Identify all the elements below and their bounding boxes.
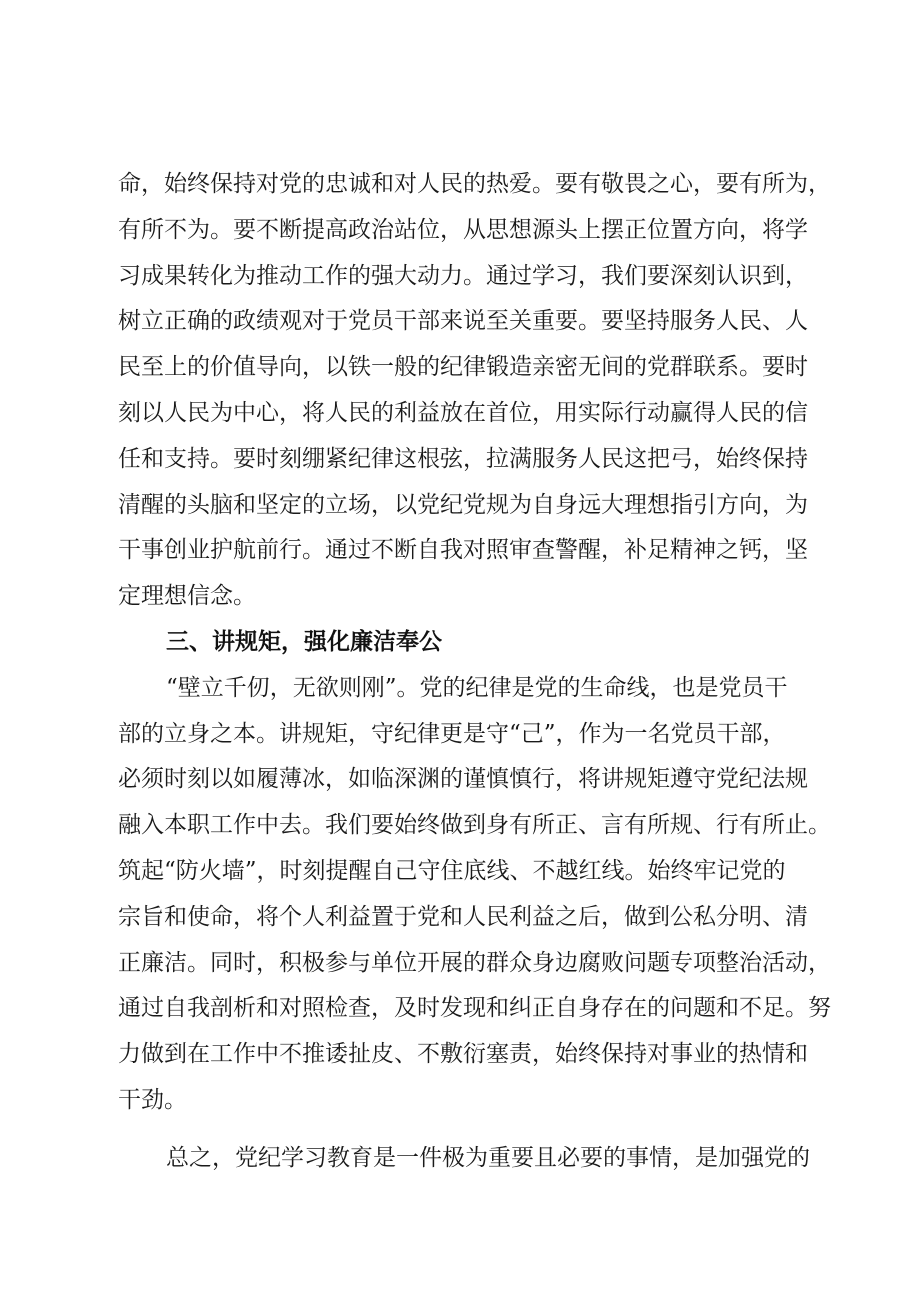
paragraph-line: 宗旨和使命，将个人利益置于党和人民利益之后，做到公私分明、清 — [118, 903, 808, 930]
paragraph-line: 民至上的价值导向，以铁一般的纪律锻造亲密无间的党群联系。要时 — [118, 354, 808, 381]
paragraph-line: 筑起“防火墙”，时刻提醒自己守住底线、不越红线。始终牢记党的 — [118, 857, 786, 884]
paragraph-line: 清醒的头脑和坚定的立场，以党纪党规为自身远大理想指引方向，为 — [118, 491, 808, 518]
paragraph-line: 必须时刻以如履薄冰，如临深渊的谨慎慎行，将讲规矩遵守党纪法规 — [118, 766, 808, 793]
paragraph-line: 力做到在工作中不推诿扯皮、不敷衍塞责，始终保持对事业的热情和 — [118, 1041, 808, 1068]
paragraph-line: 刻以人民为中心，将人民的利益放在首位，用实际行动赢得人民的信 — [118, 399, 808, 426]
document-body — [118, 162, 831, 1182]
paragraph-line: 习成果转化为推动工作的强大动力。通过学习，我们要深刻认识到， — [118, 262, 808, 289]
paragraph-line: 通过自我剖析和对照检查，及时发现和纠正自身存在的问题和不足。努 — [118, 995, 831, 1022]
paragraph-line: 融入本职工作中去。我们要始终做到身有所正、言有所规、行有所止。 — [118, 812, 831, 839]
section-heading: 三、讲规矩，强化廉洁奉公 — [166, 628, 442, 655]
paragraph-line: 干劲。 — [118, 1086, 187, 1113]
paragraph-line: 干事创业护航前行。通过不断自我对照审查警醒，补足精神之钙，坚 — [118, 537, 808, 564]
paragraph-line: 定理想信念。 — [118, 583, 256, 610]
paragraph-line: 任和支持。要时刻绷紧纪律这根弦，拉满服务人民这把弓，始终保持 — [118, 445, 808, 472]
paragraph-line: 总之，党纪学习教育是一件极为重要且必要的事情，是加强党的 — [166, 1144, 810, 1171]
paragraph-line: 树立正确的政绩观对于党员干部来说至关重要。要坚持服务人民、人 — [118, 308, 808, 335]
paragraph-line: 命，始终保持对党的忠诚和对人民的热爱。要有敬畏之心，要有所为， — [118, 171, 831, 197]
paragraph-line: “壁立千仞，无欲则刚”。党的纪律是党的生命线，也是党员干 — [166, 674, 788, 701]
paragraph-line: 部的立身之本。讲规矩，守纪律更是守“己”，作为一名党员干部， — [118, 720, 786, 747]
paragraph-line: 正廉洁。同时，积极参与单位开展的群众身边腐败问题专项整治活动， — [118, 949, 831, 976]
paragraph-line: 有所不为。要不断提高政治站位，从思想源头上摆正位置方向，将学 — [118, 216, 808, 243]
